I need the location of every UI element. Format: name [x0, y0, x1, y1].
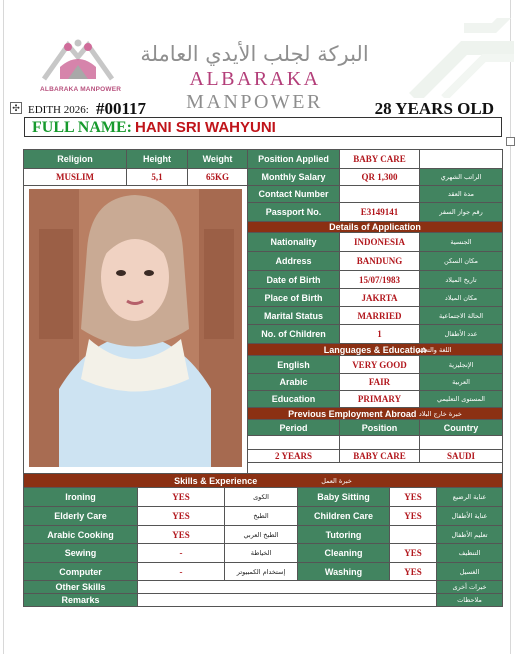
detail-arabic: تاريخ الميلاد: [420, 271, 503, 289]
language-arabic: الإنجليزية: [420, 356, 503, 374]
position-applied-label: Position Applied: [248, 150, 340, 169]
skill-arabic: التنظيف: [437, 544, 503, 563]
detail-arabic: الجنسية: [420, 233, 503, 252]
edith-label: EDITH 2026:: [28, 104, 89, 116]
detail-label: Date of Birth: [248, 271, 340, 289]
language-arabic: المستوى التعليمي: [420, 391, 503, 408]
skill-label: Tutoring: [298, 526, 390, 544]
employment-section-header: [248, 408, 503, 420]
passport-arabic: رقم جواز السفر: [420, 203, 503, 222]
other-skills-value: [138, 581, 437, 594]
skill-value: -: [138, 544, 225, 563]
languages-section-header: [248, 344, 503, 356]
employment-position: [340, 436, 420, 450]
remarks-arabic: ملاحظات: [437, 594, 503, 607]
passport-label: Passport No.: [248, 203, 340, 222]
company-logo: [38, 37, 118, 93]
detail-arabic: عدد الأطفال: [420, 325, 503, 344]
full-name-label: FULL NAME:: [32, 119, 132, 136]
table-move-handle[interactable]: ✣: [10, 102, 22, 114]
other-skills-arabic: خبرات أخرى: [437, 581, 503, 594]
applicant-photo: [29, 189, 242, 467]
company-name-part1: ALBARAKA: [189, 68, 320, 90]
remarks-value: [138, 594, 437, 607]
contact-number-label: Contact Number: [248, 186, 340, 203]
language-label: Education: [248, 391, 340, 408]
languages-title-arabic: اللغة والتعليم: [416, 346, 452, 354]
employment-period: 2 YEARS: [248, 450, 340, 463]
language-value: FAIR: [340, 374, 420, 391]
skill-value: YES: [390, 563, 437, 581]
skill-label: Computer: [24, 563, 138, 581]
weight-value: 65KG: [188, 169, 248, 186]
details-section-header: Details of Application: [248, 222, 503, 233]
employment-country: [420, 436, 503, 450]
religion-label: Religion: [24, 150, 127, 169]
detail-value: MARRIED: [340, 307, 420, 325]
skill-value: YES: [390, 544, 437, 563]
decorative-pattern: [404, 18, 514, 98]
monthly-salary-label: Monthly Salary: [248, 169, 340, 186]
table-resize-handle[interactable]: [506, 137, 515, 146]
company-name-english: [122, 68, 387, 114]
remarks-label: Remarks: [24, 594, 138, 607]
skill-value: YES: [390, 507, 437, 526]
language-value: VERY GOOD: [340, 356, 420, 374]
skill-arabic: الخياطة: [225, 544, 298, 563]
detail-label: Place of Birth: [248, 289, 340, 307]
document-page: [3, 0, 511, 654]
detail-label: No. of Children: [248, 325, 340, 344]
logo-caption: ALBARAKA MANPOWER: [40, 86, 122, 93]
skills-section-header: [24, 474, 503, 488]
detail-label: Address: [248, 252, 340, 271]
skill-arabic: الطبخ العربي: [225, 526, 298, 544]
company-name-part2: MANPOWER: [186, 91, 323, 113]
contact-number-arabic: مدة العقد: [420, 186, 503, 203]
employment-title-arabic: خبرة خارج البلاد: [418, 409, 462, 418]
photo-cell: [24, 186, 248, 474]
language-label: Arabic: [248, 374, 340, 391]
language-arabic: العربية: [420, 374, 503, 391]
skill-value: YES: [390, 488, 437, 507]
passport-value: E3149141: [340, 203, 420, 222]
skill-arabic: عناية الأطفال: [437, 507, 503, 526]
detail-arabic: الحالة الاجتماعية: [420, 307, 503, 325]
position-applied-value: BABY CARE: [340, 150, 420, 169]
skill-label: Ironing: [24, 488, 138, 507]
skill-arabic: إستخدام الكمبيوتر: [225, 563, 298, 581]
skill-value: [390, 526, 437, 544]
skill-value: YES: [138, 526, 225, 544]
employment-spacer: [248, 463, 503, 474]
detail-value: 15/07/1983: [340, 271, 420, 289]
skill-value: YES: [138, 507, 225, 526]
monthly-salary-arabic: الراتب الشهري: [420, 169, 503, 186]
skill-label: Elderly Care: [24, 507, 138, 526]
languages-title: Languages & Education: [323, 344, 427, 355]
skill-label: Baby Sitting: [298, 488, 390, 507]
skill-label: Cleaning: [298, 544, 390, 563]
age: 28 YEARS OLD: [374, 99, 494, 118]
skills-title: Skills & Experience: [174, 475, 258, 486]
reference-number: #00117: [96, 99, 147, 118]
skills-title-arabic: خبرة العمل: [321, 476, 352, 485]
skill-arabic: الكوى: [225, 488, 298, 507]
skill-arabic: تعليم الأطفال: [437, 526, 503, 544]
position-applied-extra: [420, 150, 503, 169]
detail-value: BANDUNG: [340, 252, 420, 271]
height-value: 5,1: [127, 169, 188, 186]
employment-position: BABY CARE: [340, 450, 420, 463]
skill-arabic: الطبخ: [225, 507, 298, 526]
detail-label: Nationality: [248, 233, 340, 252]
skill-label: Washing: [298, 563, 390, 581]
language-value: PRIMARY: [340, 391, 420, 408]
detail-arabic: مكان الميلاد: [420, 289, 503, 307]
skill-arabic: الغسيل: [437, 563, 503, 581]
skill-arabic: عناية الرضيع: [437, 488, 503, 507]
other-skills-label: Other Skills: [24, 581, 138, 594]
weight-label: Weight: [188, 150, 248, 169]
language-label: English: [248, 356, 340, 374]
country-header: Country: [420, 420, 503, 436]
detail-value: 1: [340, 325, 420, 344]
monthly-salary-value: QR 1,300: [340, 169, 420, 186]
detail-value: JAKRTA: [340, 289, 420, 307]
skill-value: -: [138, 563, 225, 581]
company-name-arabic: البركة لجلب الأيدي العاملة: [140, 42, 369, 66]
religion-value: MUSLIM: [24, 169, 127, 186]
skill-label: Arabic Cooking: [24, 526, 138, 544]
detail-label: Marital Status: [248, 307, 340, 325]
skill-value: YES: [138, 488, 225, 507]
contact-number-value: [340, 186, 420, 203]
position-header: Position: [340, 420, 420, 436]
skill-label: Sewing: [24, 544, 138, 563]
height-label: Height: [127, 150, 188, 169]
cv-table: [23, 149, 503, 607]
detail-arabic: مكان السكن: [420, 252, 503, 271]
period-header: Period: [248, 420, 340, 436]
employment-country: SAUDI: [420, 450, 503, 463]
employment-period: [248, 436, 340, 450]
skill-label: Children Care: [298, 507, 390, 526]
full-name-value: HANI SRI WAHYUNI: [135, 119, 276, 136]
full-name-box: [24, 117, 502, 137]
employment-title: Previous Employment Abroad: [288, 408, 417, 419]
detail-value: INDONESIA: [340, 233, 420, 252]
